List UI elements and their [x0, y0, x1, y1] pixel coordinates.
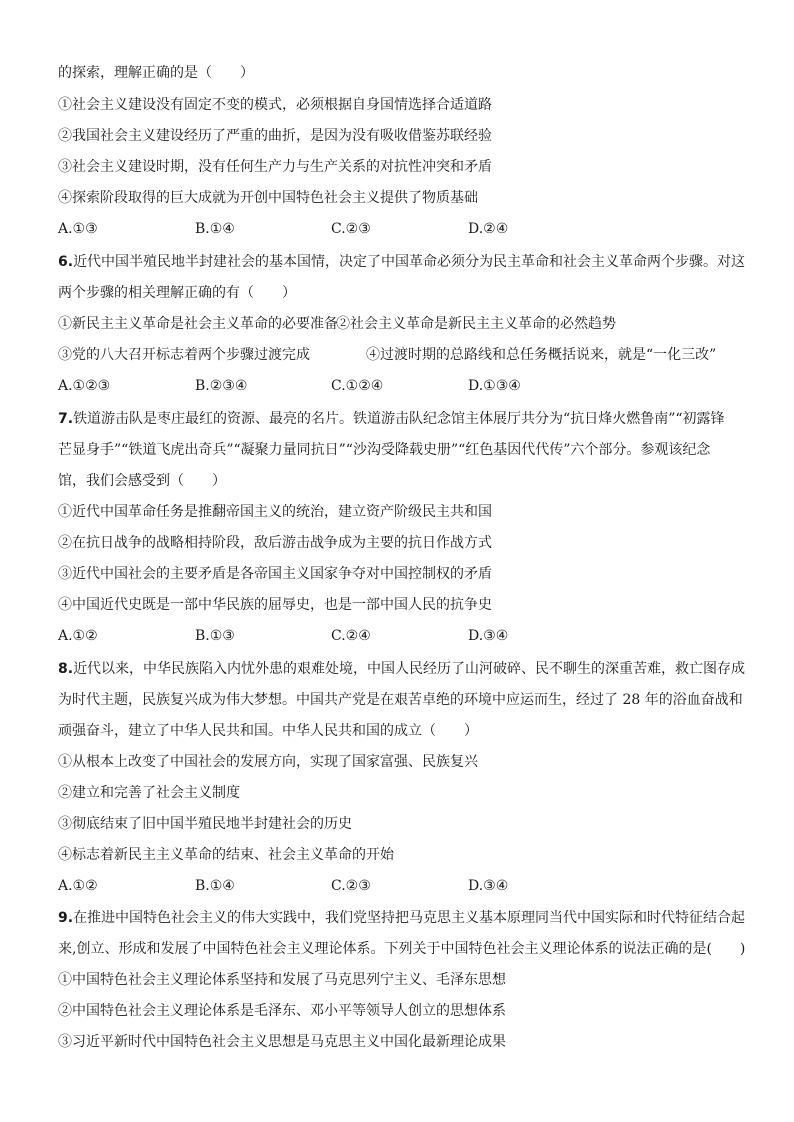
q7-stem-line-1: [58, 408, 748, 430]
q6-options-row-2: [58, 344, 748, 366]
q8-stem-line-2: 为时代主题，民族复兴成为伟大梦想。中国共产党是在艰苦卓绝的环境中应运而生，经过了 28 年的浴血奋战和: [58, 692, 743, 708]
q6-number: 6.: [58, 254, 74, 270]
q7-number: 7.: [58, 411, 74, 427]
q8-option-1: ①从根本上改变了中国社会的发展方向，实现了国家富强、民族复兴: [58, 754, 478, 770]
q6-choice-b: B.②③④: [195, 378, 248, 394]
q6-choice-a: A.①②③: [58, 378, 111, 394]
q5-choices: [58, 218, 748, 240]
q5-stem-continuation: 的探索，理解正确的是（ ）: [58, 65, 254, 81]
q6-choice-d: D.①③④: [468, 378, 521, 394]
q5-choice-b: B.①④: [195, 221, 235, 237]
q8-choice-b: B.①④: [195, 878, 235, 894]
q6-option-4: ④过渡时期的总路线和总任务概括说来，就是“一化三改”: [366, 347, 717, 363]
q7-choices: [58, 625, 748, 647]
q9-option-1: ①中国特色社会主义理论体系坚持和发展了马克思列宁主义、毛泽东思想: [58, 972, 506, 988]
q8-choice-d: D.③④: [468, 878, 509, 894]
q6-option-1: ①新民主主义革命是社会主义革命的必要准备: [58, 316, 338, 332]
q7-choice-c: C.②④: [331, 628, 371, 644]
q5-option-2: ②我国社会主义建设经历了严重的曲折，是因为没有吸收借鉴苏联经验: [58, 128, 492, 144]
q8-number: 8.: [58, 661, 74, 677]
q5-option-1: ①社会主义建设没有固定不变的模式，必须根据自身国情选择合适道路: [58, 97, 492, 113]
q9-option-2: ②中国特色社会主义理论体系是毛泽东、邓小平等领导人创立的思想体系: [58, 1003, 506, 1019]
q6-option-2: ②社会主义革命是新民主主义革命的必然趋势: [336, 316, 616, 332]
q8-option-4: ④标志着新民主主义革命的结束、社会主义革命的开始: [58, 847, 394, 863]
q5-choice-a: A.①③: [58, 221, 98, 237]
q6-option-3: ③党的八大召开标志着两个步骤过渡完成: [58, 347, 310, 363]
q7-choice-a: A.①②: [58, 628, 98, 644]
q8-stem-text: 近代以来，中华民族陷入内忧外患的艰难处境，中国人民经历了山河破碎、民不聊生的深重苦难，救亡图存成: [73, 661, 746, 677]
q8-choice-a: A.①②: [58, 878, 98, 894]
q5-choice-d: D.②④: [468, 221, 509, 237]
q5-choice-c: C.②③: [331, 221, 371, 237]
q7-stem-line-2: 芒显身手”“铁道飞虎出奇兵”“凝聚力量同抗日”“沙沟受降载史册”“红色基因代代传”六个部分。参观该纪念: [58, 442, 711, 458]
q7-option-3: ③近代中国社会的主要矛盾是各帝国主义国家争夺对中国控制权的矛盾: [58, 566, 492, 582]
q5-option-4: ④探索阶段取得的巨大成就为开创中国特色社会主义提供了物质基础: [58, 190, 478, 206]
q8-stem-line-1: [58, 658, 748, 680]
q6-options-row-1: [58, 313, 748, 335]
q9-option-3: ③习近平新时代中国特色社会主义思想是马克思主义中国化最新理论成果: [58, 1034, 506, 1050]
q9-number: 9.: [58, 910, 74, 926]
q7-choice-d: D.③④: [468, 628, 509, 644]
q7-option-4: ④中国近代史既是一部中华民族的屈辱史，也是一部中国人民的抗争史: [58, 597, 492, 613]
q8-stem-line-3: 顽强奋斗，建立了中华人民共和国。中华人民共和国的成立（ ）: [58, 723, 478, 739]
q6-stem-line-1: [58, 251, 748, 273]
q9-stem-line-2: 来,创立、形成和发展了中国特色社会主义理论体系。下列关于中国特色社会主义理论体系的说法正确的是( ): [58, 941, 746, 957]
q6-choice-c: C.①②④: [331, 378, 384, 394]
q6-choices: [58, 375, 748, 397]
q7-stem-text: 铁道游击队是枣庄最红的资源、最亮的名片。铁道游击队纪念馆主体展厅共分为“抗日烽火燃鲁南”“初露锋: [73, 411, 725, 427]
q8-option-3: ③彻底结束了旧中国半殖民地半封建社会的历史: [58, 816, 352, 832]
q5-option-3: ③社会主义建设时期，没有任何生产力与生产关系的对抗性冲突和矛盾: [58, 159, 492, 175]
q7-stem-line-3: 馆，我们会感受到（ ）: [58, 473, 226, 489]
q7-option-1: ①近代中国革命任务是推翻帝国主义的统治，建立资产阶级民主共和国: [58, 504, 492, 520]
q8-option-2: ②建立和完善了社会主义制度: [58, 785, 240, 801]
q9-stem-text: 在推进中国特色社会主义的伟大实践中，我们党坚持把马克思主义基本原理同当代中国实际和时代特征结合起: [73, 910, 746, 926]
q9-stem-line-1: [58, 907, 748, 929]
q7-choice-b: B.①③: [195, 628, 235, 644]
q7-option-2: ②在抗日战争的战略相持阶段，敌后游击战争成为主要的抗日作战方式: [58, 535, 492, 551]
q8-choices: [58, 875, 748, 897]
q6-stem-line-2: 两个步骤的相关理解正确的有（ ）: [58, 285, 296, 301]
q8-choice-c: C.②③: [331, 878, 371, 894]
q6-stem-text: 近代中国半殖民地半封建社会的基本国情，决定了中国革命必须分为民主革命和社会主义革命两个步骤。对这: [73, 254, 746, 270]
